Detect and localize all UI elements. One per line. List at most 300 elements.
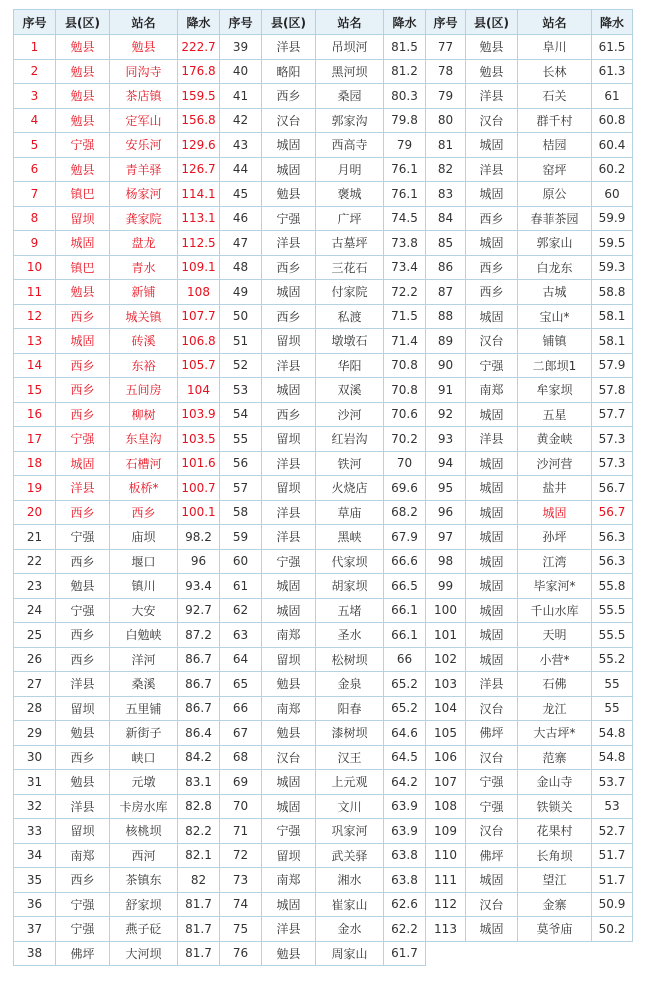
table-row [14,941,633,966]
seq-cell: 8 [14,206,56,231]
station-cell: 阜川 [518,35,592,60]
rain-cell: 54.8 [592,721,633,746]
seq-cell: 23 [14,574,56,599]
seq-cell: 75 [220,917,262,942]
header-station: 站名 [518,10,592,35]
station-cell: 安乐河 [110,133,178,158]
station-cell: 新街子 [110,721,178,746]
county-cell: 西乡 [56,745,110,770]
county-cell: 城固 [56,329,110,354]
station-cell: 金泉 [316,672,384,697]
table-header [14,10,633,35]
seq-cell: 47 [220,231,262,256]
rain-cell: 55.5 [592,598,633,623]
rainfall-table [13,9,633,966]
station-cell: 付家院 [316,280,384,305]
seq-cell: 90 [426,353,466,378]
county-cell: 西乡 [56,304,110,329]
rain-cell: 100.7 [178,476,220,501]
seq-cell: 1 [14,35,56,60]
station-cell: 龚家院 [110,206,178,231]
county-cell: 洋县 [466,157,518,182]
county-cell: 留坝 [56,819,110,844]
table-row [14,672,633,697]
table-row [14,770,633,795]
rain-cell: 66.6 [384,549,426,574]
station-cell: 长角坝 [518,843,592,868]
station-cell: 文川 [316,794,384,819]
county-cell: 西乡 [262,255,316,280]
rain-cell: 81.7 [178,917,220,942]
header-seq: 序号 [426,10,466,35]
rain-cell: 52.7 [592,819,633,844]
rain-cell: 57.9 [592,353,633,378]
rain-cell: 55 [592,672,633,697]
county-cell: 佛坪 [466,721,518,746]
rain-cell: 71.4 [384,329,426,354]
table-row [14,574,633,599]
seq-cell: 55 [220,427,262,452]
county-cell: 洋县 [56,794,110,819]
seq-cell: 79 [426,84,466,109]
county-cell: 城固 [466,476,518,501]
seq-cell: 12 [14,304,56,329]
seq-cell: 82 [426,157,466,182]
station-cell: 望江 [518,868,592,893]
station-cell: 墩墩石 [316,329,384,354]
county-cell: 宁强 [56,427,110,452]
seq-cell: 83 [426,182,466,207]
seq-cell: 43 [220,133,262,158]
seq-cell: 101 [426,623,466,648]
county-cell: 汉台 [262,108,316,133]
station-cell: 茶镇东 [110,868,178,893]
county-cell: 西乡 [466,206,518,231]
station-cell: 孙坪 [518,525,592,550]
county-cell: 汉台 [466,892,518,917]
seq-cell: 94 [426,451,466,476]
county-cell: 城固 [262,770,316,795]
seq-cell: 35 [14,868,56,893]
rain-cell: 104 [178,378,220,403]
county-cell: 勉县 [56,59,110,84]
seq-cell: 21 [14,525,56,550]
county-cell: 城固 [262,598,316,623]
rain-cell: 105.7 [178,353,220,378]
rain-cell: 92.7 [178,598,220,623]
county-cell: 勉县 [262,672,316,697]
rain-cell: 60.2 [592,157,633,182]
table-row [14,59,633,84]
seq-cell: 105 [426,721,466,746]
rain-cell: 70 [384,451,426,476]
seq-cell: 66 [220,696,262,721]
station-cell: 城固 [518,500,592,525]
seq-cell: 93 [426,427,466,452]
county-cell: 佛坪 [466,843,518,868]
county-cell: 城固 [466,623,518,648]
station-cell: 同沟寺 [110,59,178,84]
station-cell: 板桥* [110,476,178,501]
seq-cell: 28 [14,696,56,721]
rain-cell: 61.3 [592,59,633,84]
rain-cell: 73.4 [384,255,426,280]
seq-cell: 63 [220,623,262,648]
station-cell: 松树坝 [316,647,384,672]
rain-cell: 63.8 [384,843,426,868]
station-cell: 白龙东 [518,255,592,280]
seq-cell: 102 [426,647,466,672]
county-cell: 城固 [466,182,518,207]
county-cell: 洋县 [262,917,316,942]
table-row [14,427,633,452]
seq-cell: 38 [14,941,56,966]
seq-cell: 26 [14,647,56,672]
county-cell: 城固 [262,574,316,599]
seq-cell: 109 [426,819,466,844]
county-cell: 洋县 [56,476,110,501]
seq-cell: 17 [14,427,56,452]
county-cell: 汉台 [466,745,518,770]
county-cell: 城固 [262,280,316,305]
table-row [14,378,633,403]
rain-cell: 61 [592,84,633,109]
table-row [14,819,633,844]
county-cell: 略阳 [262,59,316,84]
rain-cell: 55 [592,696,633,721]
county-cell: 城固 [466,133,518,158]
rain-cell: 68.2 [384,500,426,525]
station-cell: 西河 [110,843,178,868]
station-cell: 黑河坝 [316,59,384,84]
station-cell: 桑园 [316,84,384,109]
station-cell: 褒城 [316,182,384,207]
station-cell: 镇川 [110,574,178,599]
rain-cell: 57.3 [592,451,633,476]
rain-cell: 79 [384,133,426,158]
county-cell: 勉县 [56,35,110,60]
rain-cell: 113.1 [178,206,220,231]
station-cell: 桔园 [518,133,592,158]
station-cell: 三花石 [316,255,384,280]
header-county: 县(区) [262,10,316,35]
rain-cell: 81.2 [384,59,426,84]
seq-cell: 106 [426,745,466,770]
table-row [14,647,633,672]
rain-cell: 55.2 [592,647,633,672]
rain-cell: 70.2 [384,427,426,452]
station-cell: 长林 [518,59,592,84]
station-cell: 五堵 [316,598,384,623]
station-cell: 砖溪 [110,329,178,354]
station-cell: 石佛 [518,672,592,697]
county-cell: 城固 [466,549,518,574]
station-cell: 龙江 [518,696,592,721]
table-row [14,598,633,623]
county-cell: 勉县 [56,280,110,305]
seq-cell: 20 [14,500,56,525]
county-cell: 洋县 [262,353,316,378]
county-cell: 宁强 [466,794,518,819]
station-cell: 堰口 [110,549,178,574]
rain-cell: 61.7 [384,941,426,966]
seq-cell: 41 [220,84,262,109]
county-cell: 勉县 [262,721,316,746]
station-cell: 盘龙 [110,231,178,256]
rain-cell: 107.7 [178,304,220,329]
seq-cell: 68 [220,745,262,770]
seq-cell: 14 [14,353,56,378]
table-row [14,133,633,158]
table-row [14,304,633,329]
rain-cell: 60.8 [592,108,633,133]
table-row [14,353,633,378]
county-cell: 勉县 [56,157,110,182]
rain-cell: 126.7 [178,157,220,182]
rain-cell: 59.5 [592,231,633,256]
seq-cell: 44 [220,157,262,182]
station-cell: 金水 [316,917,384,942]
rain-cell: 70.8 [384,353,426,378]
seq-cell: 92 [426,402,466,427]
station-cell: 大河坝 [110,941,178,966]
county-cell: 城固 [56,231,110,256]
rain-cell: 112.5 [178,231,220,256]
station-cell: 石关 [518,84,592,109]
seq-cell: 74 [220,892,262,917]
rain-cell: 56.7 [592,500,633,525]
station-cell: 勉县 [110,35,178,60]
seq-cell: 36 [14,892,56,917]
county-cell: 汉台 [466,696,518,721]
county-cell: 城固 [262,794,316,819]
seq-cell: 71 [220,819,262,844]
rain-cell: 100.1 [178,500,220,525]
county-cell: 城固 [466,525,518,550]
county-cell: 城固 [466,868,518,893]
station-cell: 黑峡 [316,525,384,550]
county-cell: 宁强 [262,819,316,844]
station-cell: 燕子砭 [110,917,178,942]
station-cell: 窑坪 [518,157,592,182]
county-cell: 西乡 [56,647,110,672]
station-cell: 双溪 [316,378,384,403]
rain-cell: 79.8 [384,108,426,133]
seq-cell: 53 [220,378,262,403]
county-cell: 西乡 [262,304,316,329]
station-cell: 沙河 [316,402,384,427]
seq-cell: 62 [220,598,262,623]
county-cell: 勉县 [56,770,110,795]
county-cell: 南郑 [262,868,316,893]
header-row [14,10,633,35]
table-row [14,206,633,231]
rain-cell: 66.5 [384,574,426,599]
seq-cell: 108 [426,794,466,819]
seq-cell: 7 [14,182,56,207]
seq-cell: 22 [14,549,56,574]
station-cell: 青羊驿 [110,157,178,182]
rain-cell: 58.1 [592,304,633,329]
rain-cell: 59.9 [592,206,633,231]
county-cell: 勉县 [262,182,316,207]
rain-cell: 59.3 [592,255,633,280]
county-cell: 勉县 [466,35,518,60]
table-row [14,231,633,256]
county-cell: 汉台 [466,108,518,133]
station-cell: 范寨 [518,745,592,770]
county-cell: 勉县 [56,108,110,133]
station-cell: 月明 [316,157,384,182]
seq-cell: 18 [14,451,56,476]
rain-cell: 54.8 [592,745,633,770]
county-cell: 佛坪 [56,941,110,966]
county-cell: 城固 [466,598,518,623]
station-cell: 巩家河 [316,819,384,844]
table-row [14,280,633,305]
rain-cell: 82.8 [178,794,220,819]
county-cell: 留坝 [262,427,316,452]
header-rain: 降水 [178,10,220,35]
table-row [14,500,633,525]
header-rain: 降水 [592,10,633,35]
station-cell: 柳树 [110,402,178,427]
seq-cell: 89 [426,329,466,354]
rain-cell: 80.3 [384,84,426,109]
rain-cell: 55.5 [592,623,633,648]
rain-cell: 81.7 [178,941,220,966]
seq-cell: 6 [14,157,56,182]
county-cell: 宁强 [56,525,110,550]
station-cell: 西高寺 [316,133,384,158]
county-cell: 南郑 [466,378,518,403]
station-cell: 阳春 [316,696,384,721]
county-cell: 留坝 [262,647,316,672]
seq-cell: 59 [220,525,262,550]
county-cell: 宁强 [56,917,110,942]
station-cell: 小营* [518,647,592,672]
seq-cell: 19 [14,476,56,501]
station-cell: 宝山* [518,304,592,329]
seq-cell: 87 [426,280,466,305]
county-cell: 城固 [466,402,518,427]
station-cell: 城关镇 [110,304,178,329]
station-cell: 东裕 [110,353,178,378]
seq-cell: 84 [426,206,466,231]
seq-cell: 52 [220,353,262,378]
station-cell: 沙河营 [518,451,592,476]
station-cell: 峡口 [110,745,178,770]
table-row [14,329,633,354]
rain-cell: 66.1 [384,623,426,648]
seq-cell: 58 [220,500,262,525]
station-cell: 火烧店 [316,476,384,501]
station-cell: 五星 [518,402,592,427]
county-cell: 城固 [466,574,518,599]
seq-cell: 107 [426,770,466,795]
station-cell: 天明 [518,623,592,648]
rain-cell: 86.7 [178,672,220,697]
rain-cell: 114.1 [178,182,220,207]
rain-cell: 66.1 [384,598,426,623]
rain-cell: 53.7 [592,770,633,795]
seq-cell: 30 [14,745,56,770]
rain-cell: 51.7 [592,868,633,893]
rain-cell: 65.2 [384,672,426,697]
seq-cell: 100 [426,598,466,623]
table-row [14,549,633,574]
station-cell: 黄金峡 [518,427,592,452]
seq-cell: 91 [426,378,466,403]
county-cell: 汉台 [262,745,316,770]
county-cell: 洋县 [466,427,518,452]
rain-cell: 71.5 [384,304,426,329]
rain-cell: 70.8 [384,378,426,403]
county-cell: 西乡 [56,402,110,427]
table-row [14,794,633,819]
rain-cell: 74.5 [384,206,426,231]
seq-cell: 70 [220,794,262,819]
station-cell: 定军山 [110,108,178,133]
rain-cell: 101.6 [178,451,220,476]
county-cell: 洋县 [262,451,316,476]
seq-cell: 73 [220,868,262,893]
seq-cell: 98 [426,549,466,574]
table-row [14,402,633,427]
seq-cell: 103 [426,672,466,697]
rain-cell: 58.8 [592,280,633,305]
station-cell: 私渡 [316,304,384,329]
county-cell: 洋县 [262,525,316,550]
rain-cell: 81.5 [384,35,426,60]
county-cell: 留坝 [56,696,110,721]
rain-cell: 55.8 [592,574,633,599]
seq-cell: 13 [14,329,56,354]
county-cell: 城固 [466,231,518,256]
seq-cell: 27 [14,672,56,697]
table-row [14,696,633,721]
table-row [14,108,633,133]
county-cell: 勉县 [466,59,518,84]
rain-cell: 50.9 [592,892,633,917]
rain-cell: 86.7 [178,647,220,672]
rain-cell: 57.7 [592,402,633,427]
seq-cell: 54 [220,402,262,427]
table-row [14,35,633,60]
county-cell: 汉台 [466,819,518,844]
station-cell: 西乡 [110,500,178,525]
station-cell: 群千村 [518,108,592,133]
station-cell: 胡家坝 [316,574,384,599]
station-cell: 元墩 [110,770,178,795]
county-cell: 城固 [262,892,316,917]
seq-cell: 34 [14,843,56,868]
station-cell: 湘水 [316,868,384,893]
station-cell: 广坪 [316,206,384,231]
station-cell: 舒家坝 [110,892,178,917]
rain-cell: 93.4 [178,574,220,599]
county-cell: 城固 [56,451,110,476]
rain-cell: 176.8 [178,59,220,84]
rain-cell: 56.3 [592,525,633,550]
station-cell: 牟家坝 [518,378,592,403]
rain-cell: 82.1 [178,843,220,868]
seq-cell: 96 [426,500,466,525]
station-cell: 铁锁关 [518,794,592,819]
station-cell: 东皇沟 [110,427,178,452]
county-cell: 宁强 [466,353,518,378]
seq-cell: 80 [426,108,466,133]
